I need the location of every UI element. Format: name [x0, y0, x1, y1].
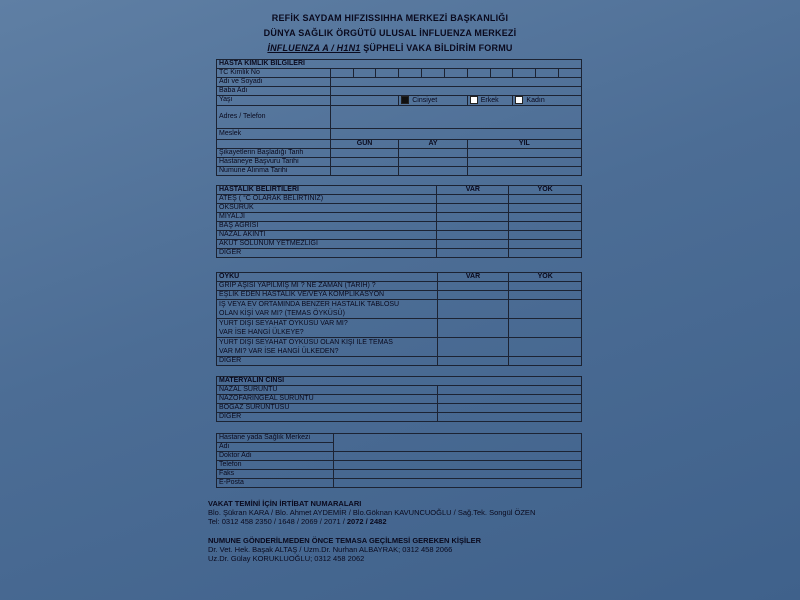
- contact-label: [217, 300, 438, 319]
- symptom-no[interactable]: [509, 213, 582, 222]
- tc-digit[interactable]: [513, 69, 536, 78]
- date-header-blank: [217, 139, 331, 148]
- symptoms-yes-header: VAR: [437, 186, 509, 195]
- contact-block: [208, 499, 535, 526]
- institution-table: [216, 433, 582, 488]
- symptom-label: AKUT SOLUNUM YETMEZLİĞİ: [217, 240, 437, 249]
- gender-cell: [399, 96, 467, 106]
- symptom-yes[interactable]: [437, 231, 509, 240]
- hospital-year[interactable]: [467, 157, 581, 166]
- history-yes-header: VAR: [437, 273, 509, 282]
- complaint-year[interactable]: [467, 148, 581, 157]
- symptom-label: MİYALJİ: [217, 213, 437, 222]
- header-h1n1: İNFLUENZA A / H1N1: [267, 43, 361, 53]
- symptom-yes[interactable]: [437, 240, 509, 249]
- material-title: MATERYALİN CİNSİ: [217, 377, 582, 386]
- tc-label: TC Kimlik No: [217, 69, 331, 78]
- header-line2: DÜNYA SAĞLIK ÖRGÜTÜ ULUSAL İNFLUENZA MERKEZİ: [263, 28, 517, 38]
- phone-field[interactable]: [333, 461, 581, 470]
- history-table: [216, 272, 582, 366]
- sample-day[interactable]: [330, 166, 398, 175]
- tc-digit[interactable]: [399, 69, 422, 78]
- symptom-no[interactable]: [509, 195, 582, 204]
- complaint-day[interactable]: [330, 148, 398, 157]
- hospital-month[interactable]: [399, 157, 467, 166]
- contact-tel-bold: 2072 / 2482: [346, 517, 387, 526]
- symptoms-table: [216, 185, 582, 258]
- travel-label: [217, 319, 438, 338]
- institution-title: Hastane yada Sağlık Merkezi: [217, 434, 334, 443]
- institution-label: Faks: [217, 470, 334, 479]
- history-yes[interactable]: [437, 338, 509, 357]
- symptom-yes[interactable]: [437, 249, 509, 258]
- tc-digit[interactable]: [376, 69, 399, 78]
- symptom-label: BAŞ AĞRISI: [217, 222, 437, 231]
- material-label: NAZAL SÜRÜNTÜ: [217, 386, 438, 395]
- contact-tel: Tel: 0312 458 2350 / 1648 / 2069 / 2071 /: [208, 517, 347, 526]
- send-line2: Uz.Dr. Gülay KORUKLUOĞLU; 0312 458 2062: [208, 554, 365, 563]
- history-yes[interactable]: [437, 291, 509, 300]
- female-checkbox[interactable]: [515, 96, 523, 104]
- header-line3: [0, 43, 780, 53]
- hospital-date-label: Hastaneye Başvuru Tarihi: [217, 157, 331, 166]
- send-block: [208, 536, 481, 563]
- symptom-no[interactable]: [509, 240, 582, 249]
- material-check[interactable]: [437, 413, 581, 422]
- history-label: EŞLİK EDEN HASTALIK VE/VEYA KOMPLİKASYON: [217, 291, 438, 300]
- symptom-label: DİĞER: [217, 249, 437, 258]
- father-field[interactable]: [330, 87, 581, 96]
- month-header: AY: [399, 139, 467, 148]
- symptom-yes[interactable]: [437, 204, 509, 213]
- travel-line1: YURT DIŞI SEYAHAT ÖYKÜSÜ VAR MI?: [219, 320, 348, 327]
- travel-contact-line2: VAR MI? VAR İSE HANGİ ÜLKEDEN?: [219, 348, 339, 355]
- travel-contact-label: [217, 338, 438, 357]
- history-no[interactable]: [509, 338, 582, 357]
- material-check[interactable]: [437, 386, 581, 395]
- contact-title: VAKAT TEMİNİ İÇİN İRTİBAT NUMARALARI: [208, 499, 362, 508]
- institution-name-field[interactable]: [333, 434, 581, 452]
- sample-date-label: Numune Alınma Tarihi: [217, 166, 331, 175]
- symptoms-title: HASTALIK BELİRTİLERİ: [217, 186, 437, 195]
- gender-label: Cinsiyet: [412, 96, 438, 104]
- year-header: YIL: [467, 139, 581, 148]
- sample-month[interactable]: [399, 166, 467, 175]
- female-label: Kadın: [526, 96, 545, 104]
- contact-line2: OLAN KİŞİ VAR MI? (TEMAS ÖYKÜSÜ): [219, 310, 345, 317]
- symptom-label: ÖKSÜRÜK: [217, 204, 437, 213]
- symptom-no[interactable]: [509, 249, 582, 258]
- gender-marker-icon: [401, 96, 409, 104]
- institution-label: E-Posta: [217, 479, 334, 488]
- history-yes[interactable]: [437, 319, 509, 338]
- history-no[interactable]: [509, 291, 582, 300]
- symptom-no[interactable]: [509, 231, 582, 240]
- age-label: Yaşı: [217, 96, 331, 106]
- contact-line1: İŞ VEYA EV ORTAMINDA BENZER HASTALIK TABLOSU: [219, 301, 400, 308]
- history-no[interactable]: [509, 319, 582, 338]
- institution-label: Telefon: [217, 461, 334, 470]
- history-no[interactable]: [509, 357, 582, 366]
- institution-label: Doktor Adı: [217, 452, 334, 461]
- send-line1: Dr. Vet. Hek. Başak ALTAŞ / Uzm.Dr. Nurhan ALBAYRAK; 0312 458 2066: [208, 545, 453, 554]
- material-check[interactable]: [437, 404, 581, 413]
- history-label: DİĞER: [217, 357, 438, 366]
- name-field[interactable]: [330, 78, 581, 87]
- doctor-field[interactable]: [333, 452, 581, 461]
- history-no-header: YOK: [509, 273, 582, 282]
- age-field[interactable]: [330, 96, 398, 106]
- name-label: Adı ve Soyadı: [217, 78, 331, 87]
- symptom-yes[interactable]: [437, 213, 509, 222]
- tc-digit[interactable]: [444, 69, 467, 78]
- job-label: Meslek: [217, 128, 331, 139]
- symptom-yes[interactable]: [437, 222, 509, 231]
- address-field[interactable]: [330, 105, 581, 128]
- tc-digit[interactable]: [559, 69, 582, 78]
- symptom-no[interactable]: [509, 222, 582, 231]
- tc-digit[interactable]: [490, 69, 513, 78]
- complaint-date-label: Şikayetlerin Başladığı Tarih: [217, 148, 331, 157]
- travel-contact-line1: YURT DIŞI SEYAHAT ÖYKÜSÜ OLAN KİŞİ İLE TEMAS: [219, 339, 393, 346]
- send-title: NUMUNE GÖNDERİLMEDEN ÖNCE TEMASA GEÇİLMESİ GEREKEN KİŞİLER: [208, 536, 482, 545]
- history-yes[interactable]: [437, 357, 509, 366]
- sample-year[interactable]: [467, 166, 581, 175]
- tc-digit[interactable]: [422, 69, 445, 78]
- symptom-label: NAZAL AKINTI: [217, 231, 437, 240]
- father-label: Baba Adı: [217, 87, 331, 96]
- material-check[interactable]: [437, 395, 581, 404]
- material-label: DİĞER: [217, 413, 438, 422]
- symptom-label: ATEŞ ( °C OLARAK BELİRTİNİZ): [217, 195, 437, 204]
- history-label: GRİP AŞISI YAPILMIŞ MI ? NE ZAMAN (TARİH) ?: [217, 282, 438, 291]
- symptom-no[interactable]: [509, 204, 582, 213]
- job-field[interactable]: [330, 128, 581, 139]
- travel-line2: VAR İSE HANGİ ÜLKEYE?: [219, 329, 304, 336]
- material-label: BOĞAZ SÜRÜNTÜSÜ: [217, 404, 438, 413]
- symptoms-no-header: YOK: [509, 186, 582, 195]
- complaint-month[interactable]: [399, 148, 467, 157]
- address-label: Adres / Telefon: [217, 105, 331, 128]
- email-field[interactable]: [333, 479, 581, 488]
- history-yes[interactable]: [437, 282, 509, 291]
- tc-digit[interactable]: [353, 69, 376, 78]
- institution-label: Adı: [217, 443, 334, 452]
- fax-field[interactable]: [333, 470, 581, 479]
- male-label: Erkek: [480, 96, 499, 104]
- history-yes[interactable]: [437, 300, 509, 319]
- contact-names: Blo. Şükran KARA / Blo. Ahmet AYDEMİR / Blo.Göknan KAVUNCUOĞLU / Sağ.Tek. Songül ÖZEN: [208, 508, 536, 517]
- symptom-yes[interactable]: [437, 195, 509, 204]
- patient-title: HASTA KİMLİK BİLGİLERİ: [217, 60, 582, 69]
- female-cell[interactable]: [513, 96, 582, 106]
- tc-digit[interactable]: [330, 69, 353, 78]
- tc-digit[interactable]: [467, 69, 490, 78]
- history-no[interactable]: [509, 300, 582, 319]
- history-no[interactable]: [509, 282, 582, 291]
- history-title: ÖYKÜ: [217, 273, 438, 282]
- header-line1: REFİK SAYDAM HIFZISSIHHA MERKEZİ BAŞKANLIĞI: [271, 13, 509, 23]
- hospital-day[interactable]: [330, 157, 398, 166]
- material-label: NAZOFARİNGEAL SÜRÜNTÜ: [217, 395, 438, 404]
- tc-digit[interactable]: [536, 69, 559, 78]
- patient-table: [216, 59, 582, 176]
- header-form-title: ŞÜPHELİ VAKA BİLDİRİM FORMU: [360, 43, 513, 53]
- male-checkbox[interactable]: [470, 96, 478, 104]
- male-cell[interactable]: [467, 96, 513, 106]
- day-header: GÜN: [330, 139, 398, 148]
- material-table: [216, 376, 582, 422]
